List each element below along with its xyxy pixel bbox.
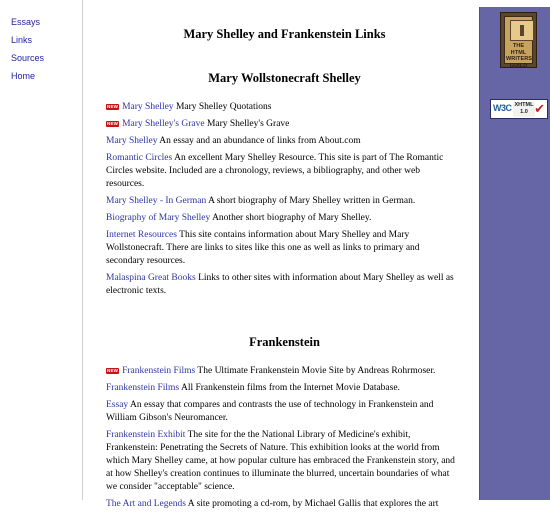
right-sidebar [479,7,550,500]
link-entry [106,118,458,131]
link-description: A short biography of Mary Shelley written in German. [206,196,416,206]
link-description: All Frankenstein films from the Internet Movie Database. [179,383,400,393]
link-description: Another short biography of Mary Shelley. [210,213,372,223]
nav-link-links[interactable]: Links [11,35,33,45]
link-entry [106,135,458,148]
resource-link[interactable]: The Art and Legends [106,499,186,509]
resource-link[interactable]: Frankenstein Films [122,366,196,376]
link-description: An essay that compares and contrasts the use of technology in Frankenstein and William Gibson's Neuromancer. [106,400,434,423]
guild-emblem-icon [510,20,534,41]
link-entry [106,229,458,268]
section-heading-frankenstein: Frankenstein [249,335,320,349]
link-description: An excellent Mary Shelley Resource. This site is part of The Romantic Circles website. Included are a chronology, reviews, a bibliography, and other web resources. [106,153,444,189]
link-entry [106,272,458,298]
link-description: Links to other sites with information about Mary Shelley as well as electronic texts. [106,273,454,296]
w3c-xhtml-badge[interactable] [490,99,548,119]
link-entry [106,195,458,208]
resource-link[interactable]: Essay [106,400,129,410]
link-entry [106,399,458,425]
new-badge-icon: NEW [107,368,119,373]
link-entry [106,212,458,225]
new-badge-icon: NEW [107,121,119,126]
badge-frame [504,16,533,69]
new-badge-icon: NEW [107,104,119,109]
w3c-logo-text: W3C [493,103,512,113]
nav-link-sources[interactable]: Sources [11,53,45,63]
resource-link[interactable]: Mary Shelley's Grave [122,119,205,129]
link-description: Mary Shelley's Grave [204,119,290,129]
checkmark-icon: ✔ [534,101,545,116]
link-entry [106,152,458,191]
link-description: An essay and an abundance of links from About.com [157,136,361,146]
link-entry [106,101,458,114]
link-description: The site for the the National Library of Medicine's exhibit, Frankenstein: Penetrating the Secrets of Nature. This exhibition looks at the world from which Mary Shelley came, at how popular culture has embraced the Frankenstein story, and at how Shelley's creation continues to illuminate the blurred, uncertain boundaries of what we consider "acceptable" science. [106,430,455,492]
link-description: A site promoting a cd-rom, by Michael Gallis that explores the art [185,499,439,509]
resource-link[interactable]: Mary Shelley - In German [106,196,207,206]
link-entry [106,365,458,378]
guild-badge-text: THE HTML WRITERS GUILD [506,43,533,69]
section-heading-mary-shelley: Mary Wollstonecraft Shelley [208,71,361,85]
html-writers-guild-badge[interactable] [500,12,537,68]
resource-link[interactable]: Internet Resources [106,230,177,240]
resource-link[interactable]: Mary Shelley [122,102,174,112]
resource-link[interactable]: Romantic Circles [106,153,173,163]
page-title: Mary Shelley and Frankenstein Links [183,27,386,41]
link-description: This site contains information about Mary Shelley and Mary Wollstonecraft. There are links to sites like this one as well as links to primary and secondary resources. [106,230,420,266]
nav-link-essays[interactable]: Essays [11,17,41,27]
link-entry [106,382,458,395]
nav-link-home[interactable]: Home [11,71,36,81]
resource-link[interactable]: Frankenstein Films [106,383,180,393]
link-description: The Ultimate Frankenstein Movie Site by Andreas Rohrmoser. [195,366,436,376]
left-navigation [0,0,83,500]
xhtml-version-label: XHTML 1.0 [514,102,534,115]
resource-link[interactable]: Biography of Mary Shelley [106,213,211,223]
mary-shelley-link-list [106,101,458,302]
resource-link[interactable]: Mary Shelley [106,136,158,146]
frankenstein-link-list [106,365,458,515]
resource-link[interactable]: Malaspina Great Books [106,273,196,283]
link-description: Mary Shelley Quotations [173,102,272,112]
resource-link[interactable]: Frankenstein Exhibit [106,430,186,440]
link-entry [106,429,458,494]
